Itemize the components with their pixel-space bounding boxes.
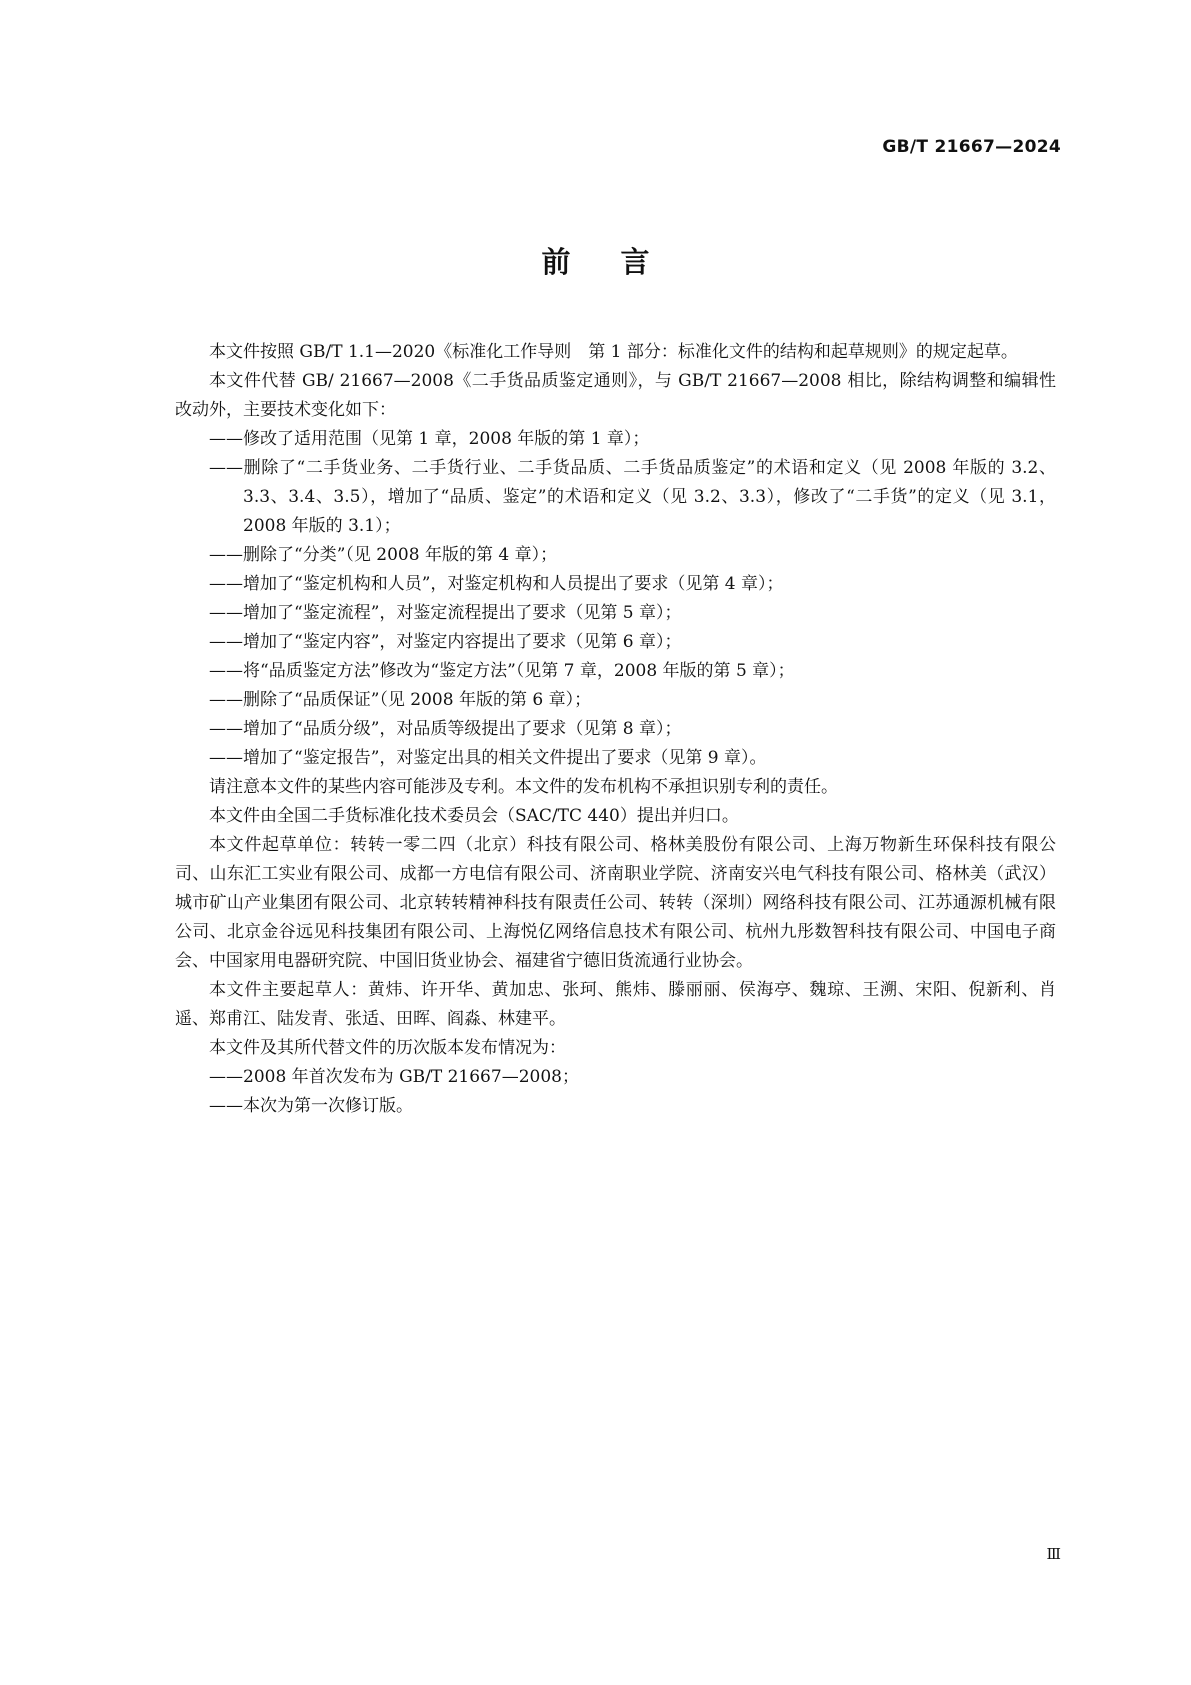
list-item: ——2008 年首次发布为 GB/T 21667—2008； [209,1067,579,1087]
list-item: ——增加了“鉴定流程”，对鉴定流程提出了要求（见第 5 章）； [209,603,682,623]
paragraph-patent-notice: 请注意本文件的某些内容可能涉及专利。本文件的发布机构不承担识别专利的责任。 [209,777,838,797]
changes-list [175,425,1056,773]
history-list [175,1063,1056,1121]
list-item: ——增加了“鉴定内容”，对鉴定内容提出了要求（见第 6 章）； [209,632,682,652]
standard-number: GB/T 21667—2024 [882,137,1061,157]
list-item: ——增加了“鉴定机构和人员”，对鉴定机构和人员提出了要求（见第 4 章）； [209,574,784,594]
list-item: ——删除了“分类”（见 2008 年版的第 4 章）； [209,545,558,565]
list-item: ——增加了“鉴定报告”，对鉴定出具的相关文件提出了要求（见第 9 章）。 [209,748,767,768]
paragraph-committee: 本文件由全国二手货标准化技术委员会（SAC/TC 440）提出并归口。 [209,806,739,826]
list-item: ——删除了“二手货业务、二手货行业、二手货品质、二手货品质鉴定”的术语和定义（见 2008 年版的 3.2、3.3、3.4、3.5），增加了“品质、鉴定”的术语和定义（见 3.2、3.3），修改了“二手货”的定义（见 3.1，2008 年版的 3.1）； [209,458,1056,536]
list-item: ——修改了适用范围（见第 1 章，2008 年版的第 1 章）； [209,429,650,449]
document-body [175,338,1056,1121]
list-item: ——删除了“品质保证”（见 2008 年版的第 6 章）； [209,690,592,710]
list-item: ——将“品质鉴定方法”修改为“鉴定方法”（见第 7 章，2008 年版的第 5 章）； [209,661,795,681]
page-number: Ⅲ [1046,1545,1061,1563]
paragraph-drafting-basis: 本文件按照 GB/T 1.1—2020《标准化工作导则 第 1 部分：标准化文件的结构和起草规则》的规定起草。 [209,342,1018,362]
page-title: 前言 [541,245,700,279]
list-item: ——增加了“品质分级”，对品质等级提出了要求（见第 8 章）； [209,719,682,739]
paragraph-replacement: 本文件代替 GB/ 21667—2008《二手货品质鉴定通则》，与 GB/T 21667—2008 相比，除结构调整和编辑性改动外，主要技术变化如下： [175,371,1056,420]
list-item: ——本次为第一次修订版。 [209,1096,413,1116]
paragraph-drafting-units: 本文件起草单位：转转一零二四（北京）科技有限公司、格林美股份有限公司、上海万物新生环保科技有限公司、山东汇工实业有限公司、成都一方电信有限公司、济南职业学院、济南安兴电气科技有限公司、格林美（武汉）城市矿山产业集团有限公司、北京转转精神科技有限责任公司、转转（深圳）网络科技有限公司、江苏通源机械有限公司、北京金谷远见科技集团有限公司、上海悦亿网络信息技术有限公司、杭州九彤数智科技有限公司、中国电子商会、中国家用电器研究院、中国旧货业协会、福建省宁德旧货流通行业协会。 [175,835,1056,971]
paragraph-history-intro: 本文件及其所代替文件的历次版本发布情况为： [209,1038,566,1058]
paragraph-drafters: 本文件主要起草人：黄炜、许开华、黄加忠、张珂、熊炜、滕丽丽、侯海亭、魏琼、王溯、宋阳、倪新利、肖遥、郑甫江、陆发青、张适、田晖、阎淼、林建平。 [175,980,1056,1029]
